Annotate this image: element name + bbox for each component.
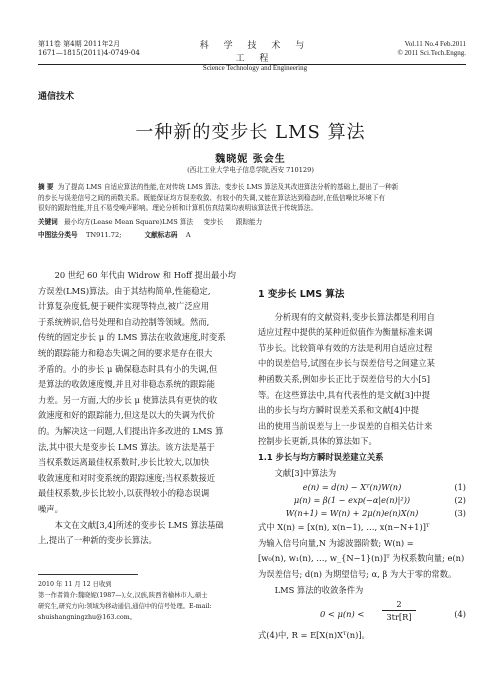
author-bio: 第一作者简介:魏晓妮(1987—),女,汉族,陕西省榆林市人,硕士	[38, 592, 208, 599]
right-column	[258, 268, 466, 644]
journal-name-en: Science Technology and Engineering	[202, 64, 308, 72]
equation-number: (4)	[454, 609, 466, 620]
journal-name-cn: 科 学 技 术 与 工 程	[199, 41, 311, 64]
equation-expr: W(n+1) = W(n) + 2μ(n)e(n)X(n)	[285, 508, 419, 519]
affiliation: (西北工业大学电子信息学院,西安 710129)	[187, 166, 314, 174]
body-line: 噪声。	[38, 503, 63, 514]
body-line: 统的跟踪能力和稳态失调之间的要求是存在很大	[38, 347, 213, 358]
body-line: 控制步长更新,具体的算法如下。	[258, 436, 377, 447]
body-line: 方误差(LMS)算法。由于其结构简单,性能稳定,	[38, 285, 211, 296]
body-line: 等。在这些算法中,具有代表性的是文献[3]中提	[258, 389, 431, 400]
equation-3	[258, 507, 466, 520]
body-line: 计算复杂度低,便于硬件实现等特点,被广泛应用	[38, 301, 210, 312]
body-paragraph	[258, 310, 466, 450]
subsection-heading: 1.1 步长与均方瞬时误差建立关系	[258, 451, 384, 462]
sub-intro: 文献[3]中算法为	[274, 467, 337, 478]
body-line: 适应过程中提供的某种近似值作为衡量标准来调	[258, 327, 433, 338]
body-line: 节步长。比较简单有效的方法是利用自适应过程	[258, 342, 433, 353]
clc-label: 中图法分类号	[38, 231, 78, 239]
fraction	[382, 598, 416, 623]
left-column	[38, 268, 246, 549]
doc-label: 文献标志码	[144, 231, 178, 239]
classification	[38, 230, 191, 241]
header-rule	[38, 64, 466, 65]
volume-line: Vol.11 No.4 Feb.2011	[404, 40, 466, 48]
body-line: 矛盾的。小的步长 μ 确保稳态时具有小的失调,但	[38, 363, 218, 374]
body-line: 本文在文献[3,4]所述的变步长 LMS 算法基础	[54, 519, 224, 530]
body-line: 传统的固定步长 μ 的 LMS 算法在收敛速度,时变系	[38, 332, 226, 343]
body-line: 最佳权系数,步长比较小,以获得较小的稳态误调	[38, 488, 210, 499]
body-line: 中的误差信号,试图在步长与误差信号之间建立某	[258, 358, 435, 369]
body-line: 上,提出了一种新的变步长算法。	[38, 535, 157, 546]
abstract	[38, 182, 466, 214]
body-line: 20 世纪 60 年代由 Widrow 和 Hoff 提出最小均	[54, 270, 236, 280]
author-email: shuishangningzhu@163.com。	[38, 614, 136, 621]
body-line: 种函数关系,例如步长正比于误差信号的大小[5]	[258, 373, 431, 384]
journal-issue-info	[38, 40, 140, 58]
abstract-line: 很好的跟踪性能,并且不易受噪声影响。理论分析和计算机仿真结果均表明该算法优于传统算法。	[38, 204, 318, 212]
keyword: 跟踪能力	[235, 218, 263, 226]
author-bio: 研究生,研究方向:领域为移动通信,通信中的信号处理。E-mail:	[38, 603, 212, 610]
clc-value: TN911.72;	[85, 231, 122, 239]
variable-definitions	[258, 520, 466, 598]
doc-value: A	[185, 231, 191, 239]
abstract-line: 为了提高 LMS 自适应算法的性能,在对传统 LMS 算法、变步长 LMS 算法及其改进算法分析的基础上,提出了一种新	[57, 183, 399, 191]
body-line: 力差。另一方面,大的步长 μ 使算法具有更快的收	[38, 394, 218, 405]
body-line: 当权系数远离最佳权系数时,步长比较大,以加快	[38, 457, 210, 468]
body-line: LMS 算法的收敛条件为	[274, 584, 364, 595]
body-line: 收敛速度和对时变系统的跟踪速度;当权系数接近	[38, 472, 216, 483]
issue-line: 第11卷 第4期 2011年2月	[38, 40, 121, 48]
received-date: 2010 年 11 月 12 日收到	[38, 581, 112, 588]
authors: 魏晓妮 张会生	[215, 154, 286, 165]
equation-number: (1)	[454, 482, 466, 493]
body-line: 式(4)中, R = E[X(n)Xᵀ(n)]。	[258, 630, 370, 641]
journal-name	[190, 38, 320, 72]
body-line: 的。为解决这一问题,人们提出许多改进的 LMS 算	[38, 425, 224, 436]
body-line: 为误差信号; d(n) 为期望信号; α, β 为大于零的常数。	[258, 568, 457, 579]
equation-number: (2)	[454, 495, 466, 506]
fraction-denominator: 3tr[R]	[382, 610, 416, 623]
keywords-label: 关键词	[38, 218, 58, 226]
body-line: 出的使用当前误差与上一步误差的自相关估计来	[258, 420, 433, 431]
abstract-label: 摘 要	[38, 183, 54, 191]
body-line: 于系统辨识,信号处理和自动控制等领域。然而,	[38, 316, 210, 327]
body-line: 是算法的收敛速度慢,并且对非稳态系统的跟踪能	[38, 379, 215, 390]
intro-paragraph	[38, 268, 246, 518]
keywords	[38, 217, 466, 228]
keyword: 变步长	[203, 218, 224, 226]
volume-info	[376, 40, 466, 58]
body-line: 出的步长与均方瞬时误差关系和文献[4]中提	[258, 405, 420, 416]
footnote	[38, 579, 248, 623]
body-paragraph	[38, 518, 246, 549]
body-line: 式中 X(n) = [x(n), x(n−1), …, x(n−N+1)]ᵀ	[258, 522, 430, 533]
keyword: 最小均方(Lease Mean Square)LMS 算法	[64, 218, 194, 226]
page-title: 一种新的变步长 LMS 算法	[135, 122, 366, 143]
equation-expr: μ(n) = β(1 − exp(−α|e(n)|²))	[293, 495, 411, 506]
equation-expr: 0 < μ(n) <	[320, 609, 365, 620]
body-line: 分析现有的文献资料,变步长算法都是利用自	[274, 311, 435, 322]
copyright-line: © 2011 Sci.Tech.Engng.	[397, 49, 466, 57]
section-heading: 1 变步长 LMS 算法	[258, 289, 345, 300]
equation-number: (3)	[454, 508, 466, 519]
body-line: [w₀(n), w₁(n), …, w_{N−1}(n)]ᵀ 为权系数向量; e(n)	[258, 553, 465, 564]
equation-1	[258, 481, 466, 494]
footnote-rule	[38, 574, 138, 575]
issn-line: 1671—1815(2011)4-0749-04	[38, 49, 140, 57]
abstract-line: 的步长与误差信号之间的函数关系。既能保证均方误差收敛、有较小的失调,又能在算法达到稳态时,在低信噪比环境下有	[38, 193, 386, 202]
fraction-numerator: 2	[396, 599, 402, 610]
body-line: 为输入信号向量,N 为滤波器阶数; W(n) =	[258, 537, 414, 548]
equation-4	[258, 598, 466, 628]
equation-2	[258, 494, 466, 507]
section-label: 通信技术	[38, 92, 75, 102]
body-line: 法,其中很大是变步长 LMS 算法。该方法是基于	[38, 441, 215, 452]
body-line: 敛速度和好的跟踪能力,但这是以大的失调为代价	[38, 410, 215, 421]
equation-expr: e(n) = d(n) − Xᵀ(n)W(n)	[302, 482, 402, 493]
